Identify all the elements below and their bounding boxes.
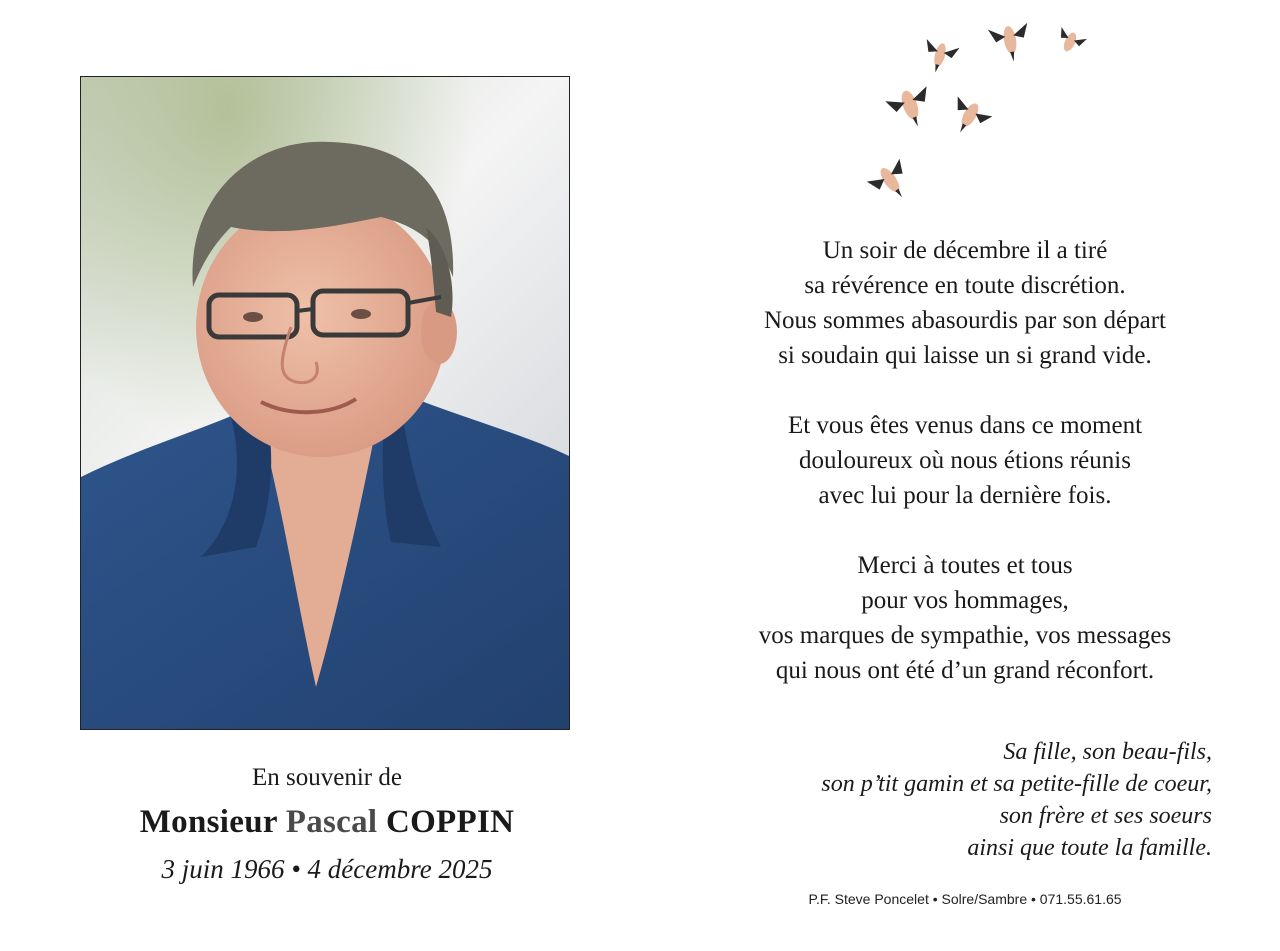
poem-line: vos marques de sympathie, vos messages bbox=[758, 622, 1172, 649]
family-line: Sa fille, son beau-fils, bbox=[1003, 739, 1212, 765]
poem-line: Un soir de décembre il a tiré bbox=[822, 237, 1108, 264]
name-title: Monsieur bbox=[139, 804, 278, 840]
poem-line: qui nous ont été d’un grand réconfort. bbox=[775, 657, 1155, 684]
bird-icon bbox=[943, 94, 994, 143]
bird-icon bbox=[919, 39, 960, 77]
poem-stanza-3 bbox=[700, 548, 1230, 688]
family-line: ainsi que toute la famille. bbox=[967, 835, 1212, 861]
poem-line: douloureux où nous étions réunis bbox=[799, 447, 1131, 474]
name-first: Pascal bbox=[285, 804, 378, 840]
deceased-name bbox=[80, 804, 574, 841]
poem-line: Nous sommes abasourdis par son départ bbox=[763, 307, 1166, 334]
family-line: son frère et ses soeurs bbox=[999, 803, 1212, 829]
portrait-illustration bbox=[81, 77, 570, 730]
poem-line: si soudain qui laisse un si grand vide. bbox=[778, 342, 1152, 369]
bird-flock-icon bbox=[860, 10, 1100, 210]
portrait-photo bbox=[80, 76, 570, 730]
poem-stanza-1 bbox=[700, 233, 1230, 373]
memorial-intro: En souvenir de bbox=[252, 764, 402, 791]
poem-line: Et vous êtes venus dans ce moment bbox=[787, 412, 1143, 439]
bird-icon bbox=[866, 157, 919, 209]
bird-icon bbox=[1053, 27, 1087, 57]
bird-icon bbox=[988, 23, 1034, 65]
family-signature bbox=[821, 736, 1212, 864]
bird-icon bbox=[884, 83, 938, 134]
life-dates: 3 juin 1966 • 4 décembre 2025 bbox=[161, 854, 493, 884]
poem-line: pour vos hommages, bbox=[861, 587, 1069, 614]
name-last: COPPIN bbox=[385, 804, 515, 840]
poem-stanza-2 bbox=[700, 408, 1230, 513]
poem-line: avec lui pour la dernière fois. bbox=[818, 482, 1112, 509]
funeral-home-footer: P.F. Steve Poncelet • Solre/Sambre • 071.55.61.65 bbox=[808, 891, 1122, 907]
poem-line: Merci à toutes et tous bbox=[857, 552, 1073, 579]
poem-line: sa révérence en toute discrétion. bbox=[804, 272, 1126, 299]
family-line: son p’tit gamin et sa petite-fille de coeur, bbox=[821, 771, 1212, 797]
